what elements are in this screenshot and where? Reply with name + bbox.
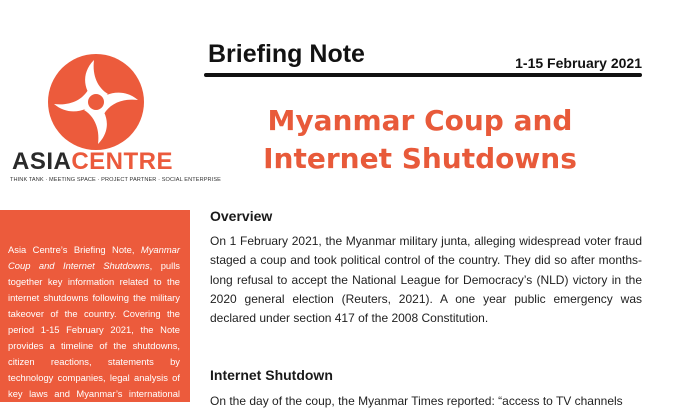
briefing-date-range: 1-15 February 2021 — [515, 55, 642, 71]
sidebar-intro-title: Myanmar Coup and Internet Shutdowns — [8, 244, 180, 271]
sidebar-summary-text — [8, 242, 180, 418]
brand-name — [12, 148, 173, 176]
asia-centre-logo-icon — [46, 52, 146, 152]
brand-tagline: THINK TANK · MEETING SPACE · PROJECT PARTNER · SOCIAL ENTERPRISE — [10, 177, 222, 183]
briefing-note-label: Briefing Note — [208, 40, 365, 68]
sidebar-body: , pulls together key information related to the internet shutdowns following the military takeover of the country. Covering the period 1-15 February 2021, the Note provides a timeline of the shutdowns, citizen reactions, statements by technology companies, legal analysis of key laws and Myanmar’s international human rights obligations. Asia Centre — [8, 260, 180, 415]
page-title — [200, 102, 640, 178]
sidebar-summary-panel — [0, 210, 190, 415]
overview-heading: Overview — [210, 208, 273, 224]
page-title-line-1: Myanmar Coup and — [267, 104, 573, 137]
internet-shutdown-paragraph: On the day of the coup, the Myanmar Times reported: “access to TV channels — [210, 394, 623, 408]
brand-name-asia: ASIA — [12, 148, 72, 175]
overview-paragraph: On 1 February 2021, the Myanmar military junta, alleging widespread voter fraud staged a coup and took political control of the country. They did so after months-long refusal to accept the National League for Democracy’s (NLD) victory in the 2020 general election (Reuters, 2021). A one year public emergency was declared under section 417 of the 2008 Constitution. — [210, 234, 642, 326]
header-divider — [204, 73, 642, 77]
page-title-line-2: Internet Shutdowns — [263, 142, 577, 175]
sidebar-intro: Asia Centre’s Briefing Note, — [8, 244, 135, 255]
internet-shutdown-heading: Internet Shutdown — [210, 367, 333, 383]
brand-name-centre: CENTRE — [71, 148, 174, 175]
